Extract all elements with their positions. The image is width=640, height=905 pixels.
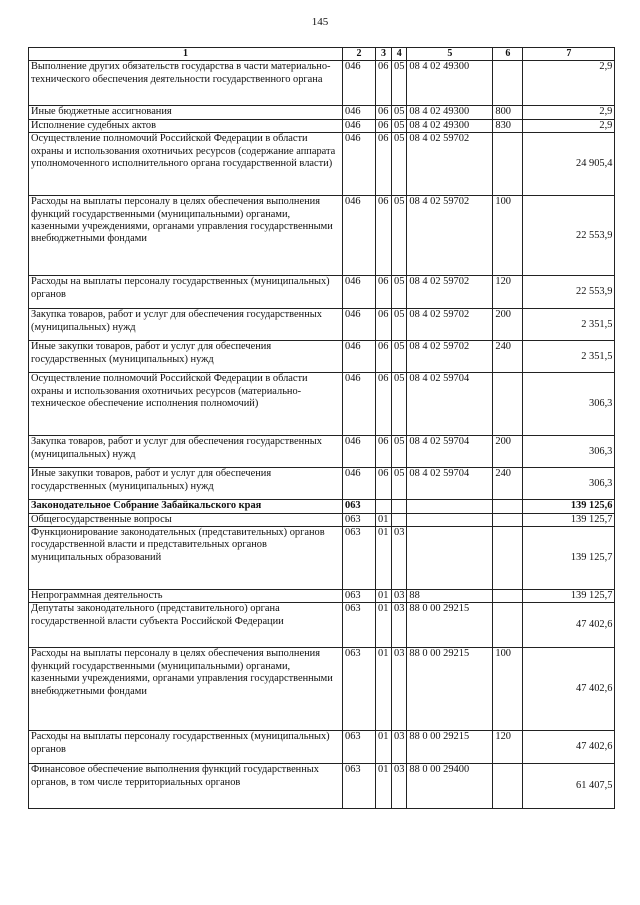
row-target-code <box>407 527 493 590</box>
row-target-code: 08 4 02 49300 <box>407 119 493 132</box>
row-target-code: 88 0 00 29215 <box>407 731 493 764</box>
row-name: Иные закупки товаров, работ и услуг для обеспечения государственных (муниципальных) нужд <box>29 341 343 373</box>
row-amount: 306,3 <box>523 468 615 500</box>
row-section: 01 <box>376 527 392 590</box>
table-header-row <box>29 48 615 61</box>
col-header: 6 <box>493 48 523 61</box>
row-expense-type: 120 <box>493 731 523 764</box>
row-target-code: 08 4 02 59702 <box>407 309 493 341</box>
row-name: Непрограммная деятельность <box>29 590 343 603</box>
row-subsection: 03 <box>392 527 407 590</box>
row-name: Расходы на выплаты персоналу в целях обеспечения выполнения функций государственными (муниципальными) органами, казенными учреждениями, органами управления государственными внебюджетными фондами <box>29 196 343 276</box>
table-row <box>29 648 615 731</box>
row-name: Законодательное Собрание Забайкальского края <box>29 500 343 513</box>
table-row <box>29 106 615 119</box>
table-row <box>29 468 615 500</box>
row-section <box>376 500 392 513</box>
row-name: Расходы на выплаты персоналу государственных (муниципальных) органов <box>29 731 343 764</box>
table-row <box>29 731 615 764</box>
row-name: Иные закупки товаров, работ и услуг для обеспечения государственных (муниципальных) нужд <box>29 468 343 500</box>
row-subsection: 05 <box>392 61 407 106</box>
row-admin-code: 046 <box>343 119 376 132</box>
row-admin-code: 046 <box>343 373 376 436</box>
row-amount: 22 553,9 <box>523 276 615 309</box>
row-target-code: 08 4 02 59704 <box>407 436 493 468</box>
row-expense-type: 240 <box>493 468 523 500</box>
row-section: 06 <box>376 276 392 309</box>
row-target-code <box>407 500 493 513</box>
table-row <box>29 513 615 526</box>
row-amount: 22 553,9 <box>523 196 615 276</box>
row-subsection <box>392 500 407 513</box>
row-section: 06 <box>376 61 392 106</box>
table-row <box>29 196 615 276</box>
row-amount: 139 125,6 <box>523 500 615 513</box>
page-number: 145 <box>311 16 329 28</box>
row-amount: 47 402,6 <box>523 648 615 731</box>
row-amount: 2,9 <box>523 119 615 132</box>
row-subsection: 05 <box>392 133 407 196</box>
row-expense-type: 240 <box>493 341 523 373</box>
row-name: Осуществление полномочий Российской Федерации в области охраны и использования охотничьих ресурсов (содержание аппарата уполномоченного исполнительного органа государственной власти) <box>29 133 343 196</box>
row-admin-code: 046 <box>343 133 376 196</box>
row-target-code: 88 <box>407 590 493 603</box>
row-admin-code: 063 <box>343 513 376 526</box>
row-amount: 139 125,7 <box>523 590 615 603</box>
row-section: 01 <box>376 731 392 764</box>
col-header: 4 <box>392 48 407 61</box>
row-amount: 2 351,5 <box>523 341 615 373</box>
row-expense-type: 800 <box>493 106 523 119</box>
row-target-code: 08 4 02 59702 <box>407 133 493 196</box>
row-target-code: 08 4 02 59702 <box>407 341 493 373</box>
row-subsection: 03 <box>392 731 407 764</box>
table-row <box>29 61 615 106</box>
row-admin-code: 063 <box>343 527 376 590</box>
row-expense-type: 120 <box>493 276 523 309</box>
row-target-code: 08 4 02 59702 <box>407 276 493 309</box>
row-subsection: 03 <box>392 764 407 809</box>
row-target-code: 88 0 00 29215 <box>407 648 493 731</box>
row-target-code: 88 0 00 29400 <box>407 764 493 809</box>
row-amount: 139 125,7 <box>523 527 615 590</box>
row-name: Общегосударственные вопросы <box>29 513 343 526</box>
row-subsection <box>392 513 407 526</box>
row-subsection: 05 <box>392 341 407 373</box>
row-subsection: 05 <box>392 309 407 341</box>
row-subsection: 03 <box>392 648 407 731</box>
row-expense-type <box>493 590 523 603</box>
row-expense-type <box>493 764 523 809</box>
row-section: 01 <box>376 764 392 809</box>
row-admin-code: 046 <box>343 276 376 309</box>
row-amount: 47 402,6 <box>523 731 615 764</box>
row-amount: 24 905,4 <box>523 133 615 196</box>
row-expense-type <box>493 61 523 106</box>
row-name: Расходы на выплаты персоналу государственных (муниципальных) органов <box>29 276 343 309</box>
row-target-code: 08 4 02 59704 <box>407 373 493 436</box>
row-name: Депутаты законодательного (представительного) органа государственной власти субъекта Российской Федерации <box>29 603 343 648</box>
row-expense-type: 100 <box>493 196 523 276</box>
row-admin-code: 046 <box>343 468 376 500</box>
col-header: 3 <box>376 48 392 61</box>
row-section: 06 <box>376 373 392 436</box>
row-section: 06 <box>376 436 392 468</box>
row-amount: 306,3 <box>523 373 615 436</box>
row-expense-type <box>493 513 523 526</box>
table-row <box>29 119 615 132</box>
table-row <box>29 590 615 603</box>
budget-table <box>28 47 615 809</box>
row-subsection: 05 <box>392 106 407 119</box>
row-admin-code: 063 <box>343 590 376 603</box>
row-admin-code: 046 <box>343 196 376 276</box>
row-amount: 2,9 <box>523 61 615 106</box>
row-amount: 139 125,7 <box>523 513 615 526</box>
row-section: 01 <box>376 590 392 603</box>
row-admin-code: 046 <box>343 106 376 119</box>
row-name: Выполнение других обязательств государства в части материально-технического обеспечения деятельности государственного органа <box>29 61 343 106</box>
row-expense-type: 100 <box>493 648 523 731</box>
col-header: 1 <box>29 48 343 61</box>
row-name: Закупка товаров, работ и услуг для обеспечения государственных (муниципальных) нужд <box>29 309 343 341</box>
row-admin-code: 063 <box>343 648 376 731</box>
row-section: 01 <box>376 648 392 731</box>
row-admin-code: 063 <box>343 500 376 513</box>
table-row <box>29 436 615 468</box>
row-expense-type <box>493 500 523 513</box>
row-expense-type: 830 <box>493 119 523 132</box>
row-expense-type <box>493 527 523 590</box>
row-expense-type <box>493 603 523 648</box>
row-subsection: 05 <box>392 373 407 436</box>
row-subsection: 03 <box>392 603 407 648</box>
row-expense-type: 200 <box>493 309 523 341</box>
row-amount: 2,9 <box>523 106 615 119</box>
row-expense-type <box>493 373 523 436</box>
row-admin-code: 063 <box>343 603 376 648</box>
row-amount: 47 402,6 <box>523 603 615 648</box>
table-row <box>29 309 615 341</box>
row-target-code: 08 4 02 49300 <box>407 106 493 119</box>
row-section: 06 <box>376 119 392 132</box>
row-target-code: 08 4 02 49300 <box>407 61 493 106</box>
row-name: Исполнение судебных актов <box>29 119 343 132</box>
row-target-code: 08 4 02 59702 <box>407 196 493 276</box>
table-row <box>29 603 615 648</box>
row-expense-type <box>493 133 523 196</box>
row-target-code: 08 4 02 59704 <box>407 468 493 500</box>
row-name: Иные бюджетные ассигнования <box>29 106 343 119</box>
row-name: Финансовое обеспечение выполнения функций государственных органов, в том числе территориальных органов <box>29 764 343 809</box>
row-name: Функционирование законодательных (представительных) органов государственной власти и представительных органов муниципальных образований <box>29 527 343 590</box>
row-section: 06 <box>376 106 392 119</box>
row-admin-code: 063 <box>343 731 376 764</box>
row-subsection: 05 <box>392 196 407 276</box>
col-header: 5 <box>407 48 493 61</box>
row-name: Закупка товаров, работ и услуг для обеспечения государственных (муниципальных) нужд <box>29 436 343 468</box>
row-name: Расходы на выплаты персоналу в целях обеспечения выполнения функций государственными (муниципальными) органами, казенными учреждениями, органами управления государственными внебюджетными фондами <box>29 648 343 731</box>
row-section: 06 <box>376 133 392 196</box>
row-admin-code: 046 <box>343 341 376 373</box>
row-admin-code: 046 <box>343 309 376 341</box>
row-subsection: 05 <box>392 436 407 468</box>
row-subsection: 05 <box>392 468 407 500</box>
row-amount: 2 351,5 <box>523 309 615 341</box>
table-row <box>29 276 615 309</box>
row-expense-type: 200 <box>493 436 523 468</box>
row-section: 06 <box>376 196 392 276</box>
row-subsection: 05 <box>392 119 407 132</box>
row-target-code: 88 0 00 29215 <box>407 603 493 648</box>
row-target-code <box>407 513 493 526</box>
row-section: 06 <box>376 341 392 373</box>
table-row <box>29 373 615 436</box>
row-admin-code: 046 <box>343 436 376 468</box>
table-row <box>29 764 615 809</box>
col-header: 2 <box>343 48 376 61</box>
table-row <box>29 341 615 373</box>
row-subsection: 03 <box>392 590 407 603</box>
row-name: Осуществление полномочий Российской Федерации в области охраны и использования охотничьих ресурсов (материально-техническое обеспечение исполнения полномочий) <box>29 373 343 436</box>
table-row <box>29 527 615 590</box>
row-amount: 306,3 <box>523 436 615 468</box>
row-admin-code: 063 <box>343 764 376 809</box>
col-header: 7 <box>523 48 615 61</box>
row-amount: 61 407,5 <box>523 764 615 809</box>
row-subsection: 05 <box>392 276 407 309</box>
row-admin-code: 046 <box>343 61 376 106</box>
row-section: 01 <box>376 603 392 648</box>
row-section: 01 <box>376 513 392 526</box>
table-row <box>29 133 615 196</box>
table-row <box>29 500 615 513</box>
row-section: 06 <box>376 309 392 341</box>
row-section: 06 <box>376 468 392 500</box>
